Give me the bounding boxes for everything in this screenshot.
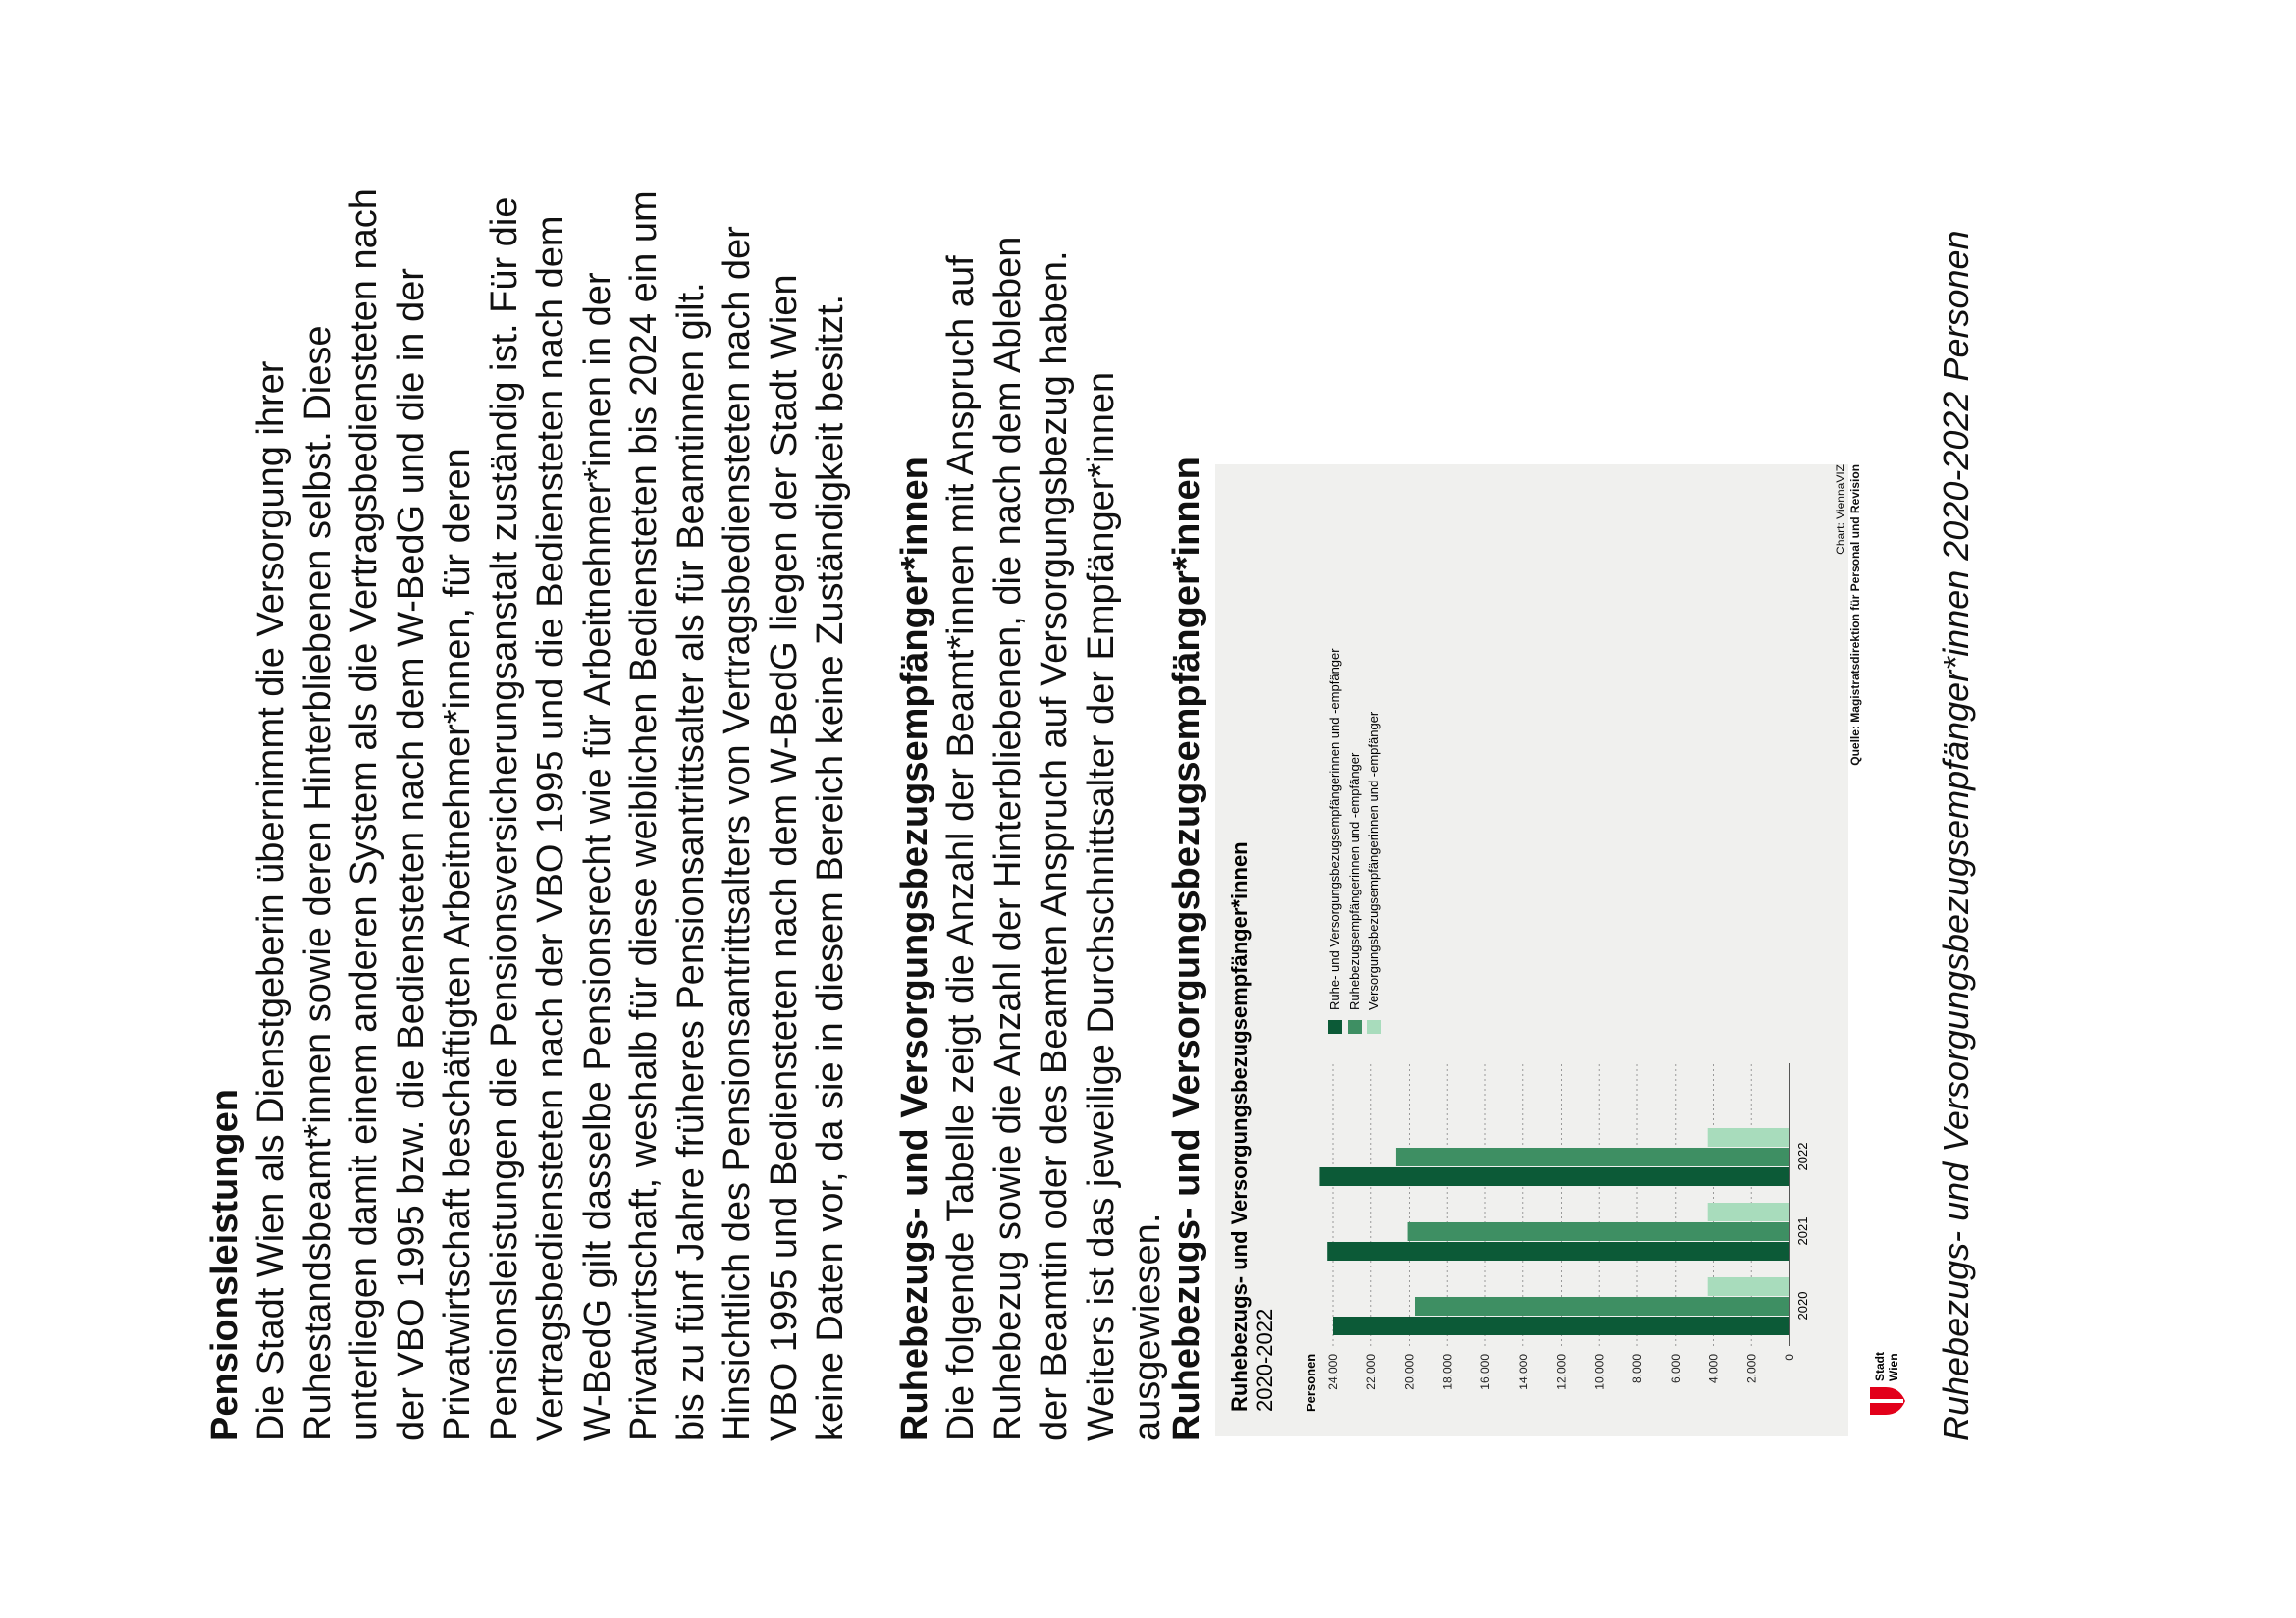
chart-section-heading: Ruhebezugs- und Versorgungsbezugsempfänger*innen <box>1166 457 1207 1441</box>
bar-2021-series-3 <box>1708 1203 1789 1221</box>
chart-title: Ruhebezugs- und Versorgungsbezugsempfänger*innen <box>1227 841 1252 1412</box>
logo-text-wien: Wien <box>1887 1353 1900 1381</box>
chart-panel <box>1215 464 1900 1436</box>
y-tick-label: 18.000 <box>1440 1354 1455 1390</box>
section-chart <box>1163 457 1210 1441</box>
y-tick-label: 4.000 <box>1706 1354 1721 1384</box>
bar-2022-series-3 <box>1708 1128 1789 1147</box>
y-tick-label: 2.000 <box>1744 1354 1759 1384</box>
recipients-heading: Ruhebezugs- und Versorgungsbezugsempfänger*innen <box>894 457 935 1441</box>
figure-caption: Ruhebezugs- und Versorgungsbezugsempfänger*innen 2020-2022 Personen <box>1936 230 1976 1441</box>
legend-label: Versorgungsbezugsempfängerinnen und -empfänger <box>1366 711 1381 1010</box>
recipients-text: Die folgende Tabelle zeigt die Anzahl der Beamt*innen mit Anspruch auf Ruhebezug sowie die Anzahl der Hinterbliebenen, die nach dem Ableben der Beamtin oder des Beamten Anspruch auf Versorgungsbezug haben. Weiters ist das jeweilige Durchschnittsalter der Empfänger*innen ausgewiesen. <box>940 236 1168 1441</box>
bar-2022-series-2 <box>1396 1148 1789 1166</box>
y-tick-label: 16.000 <box>1478 1354 1492 1390</box>
bar-2021-series-2 <box>1408 1222 1789 1241</box>
y-tick-label: 10.000 <box>1592 1354 1607 1390</box>
x-tick-label-2021: 2021 <box>1795 1216 1810 1246</box>
x-tick-label-2022: 2022 <box>1795 1142 1810 1171</box>
y-tick-label: 22.000 <box>1363 1354 1378 1390</box>
section-pension <box>201 185 855 1441</box>
chart-ylabel: Personen <box>1304 1353 1318 1412</box>
y-tick-label: 20.000 <box>1402 1354 1416 1390</box>
y-tick-label: 6.000 <box>1668 1354 1682 1384</box>
legend-label: Ruhebezugsempfängerinnen und -empfänger <box>1347 752 1362 1010</box>
chart-credits <box>1834 464 1863 857</box>
bar-2022-series-1 <box>1319 1167 1789 1186</box>
legend-swatch <box>1367 1020 1381 1034</box>
pension-text: Die Stadt Wien als Dienstgeberin übernimmt die Versorgung ihrer Ruhestandsbeamt*innen sowie deren Hinterbliebenen selbst. Diese unterliegen damit einem anderen System als die Vertragsbediensteten nach der VBO 1995 bzw. die Bediensteten nach dem W-BedG und die in der Privatwirtschaft beschäftigten Arbeitnehmer*innen, für deren Pensionsleistungen die Pensionsversicherungsanstalt zuständig ist. Für die Vertragsbediensteten nach der VBO 1995 und die Bediensteten nach dem W-BedG gilt dasselbe Pensionsrecht wie für Arbeitnehmer*innen in der Privatwirtschaft, weshalb für diese weiblichen Bediensteten bis 2024 ein um bis zu fünf Jahre früheres Pensionsantrittsalter als für Beamtinnen gilt. Hinsichtlich des Pensionsantrittsalters von Vertragsbediensteten nach der VBO 1995 und Bediensteten nach dem W-BedG liegen der Stadt Wien keine Daten vor, da sie in diesem Bereich keine Zuständigkeit besitzt. <box>250 189 851 1441</box>
bar-2020-series-3 <box>1708 1277 1789 1296</box>
stadt-wien-logo <box>1868 1338 1907 1417</box>
bar-chart <box>1215 464 1848 1436</box>
legend-label: Ruhe- und Versorgungsbezugsempfängerinnen und -empfänger <box>1327 648 1342 1010</box>
chart-source: Quelle: Magistratsdirektion für Personal und Revision <box>1848 464 1862 766</box>
chart-credit: Chart: ViennaVIZ <box>1834 464 1847 555</box>
y-tick-label: 0 <box>1783 1354 1796 1361</box>
bar-2020-series-2 <box>1415 1297 1789 1316</box>
bar-2020-series-1 <box>1333 1317 1789 1335</box>
section-recipients <box>891 185 1172 1441</box>
y-tick-label: 24.000 <box>1326 1354 1340 1390</box>
y-tick-label: 14.000 <box>1516 1354 1530 1390</box>
legend-swatch <box>1348 1020 1362 1034</box>
pension-heading: Pensionsleistungen <box>204 1089 245 1441</box>
bar-2021-series-1 <box>1327 1242 1789 1261</box>
logo-text-stadt: Stadt <box>1873 1352 1887 1381</box>
y-tick-label: 8.000 <box>1630 1354 1644 1384</box>
x-tick-label-2020: 2020 <box>1795 1291 1810 1321</box>
y-tick-label: 12.000 <box>1554 1354 1569 1390</box>
legend-swatch <box>1328 1020 1342 1034</box>
chart-subtitle: 2020-2022 <box>1253 1308 1277 1412</box>
